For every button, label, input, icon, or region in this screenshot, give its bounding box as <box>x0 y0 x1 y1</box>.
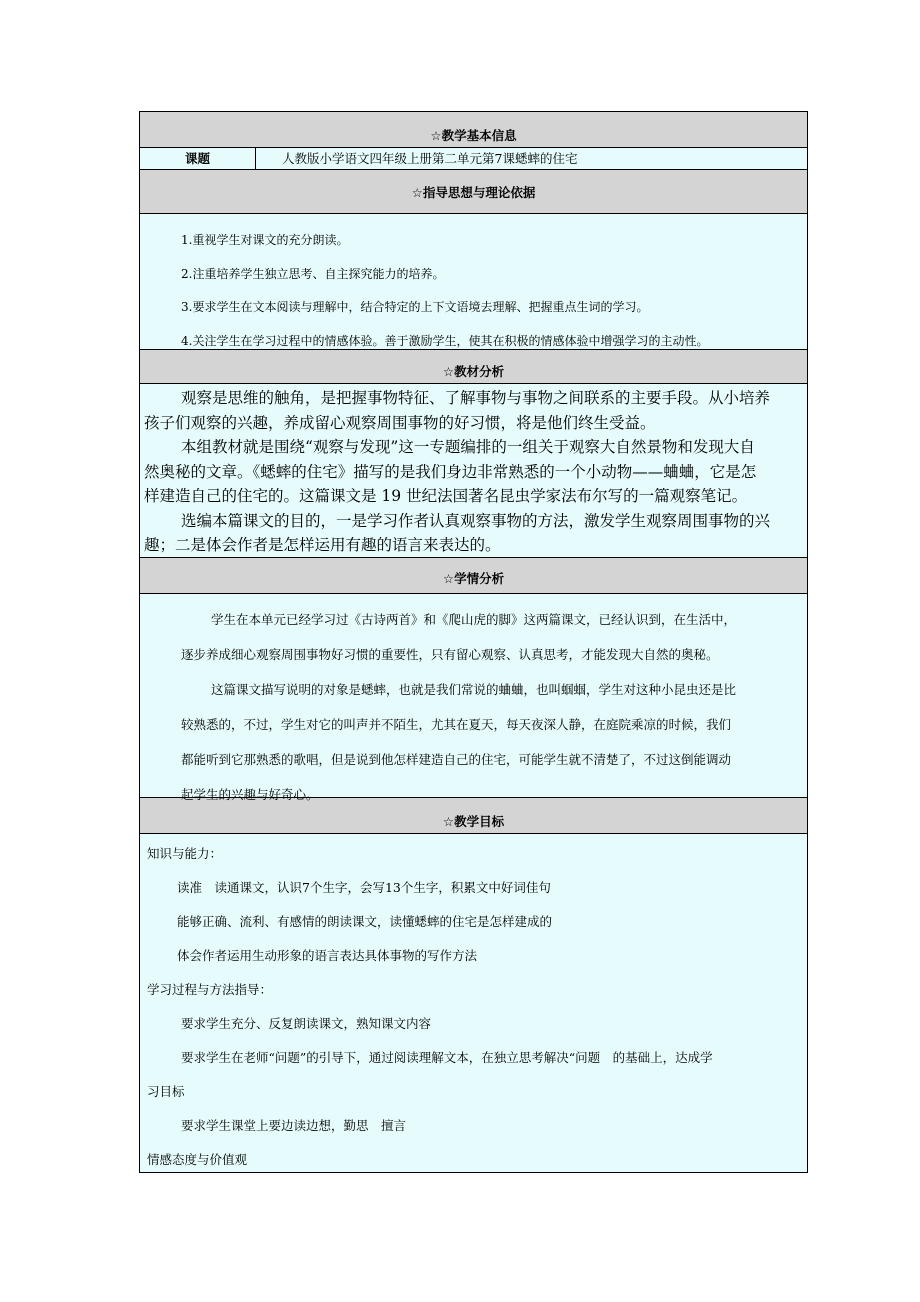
section-title: ☆教学基本信息 <box>430 128 517 143</box>
student-line: 学生在本单元已经学习过《古诗两首》和《爬山虎的脚》这两篇课文，已经认识到，在生活中， <box>211 612 737 627</box>
student-line: 这篇课文描写说明的对象是蟋蟀，也就是我们常说的蛐蛐，也叫蝈蝈，学生对这种小昆虫还是比 <box>211 682 737 697</box>
material-line: 趣；二是体会作者是怎样运用有趣的语言来表达的。 <box>144 536 501 554</box>
objective-line: 能够正确、流利、有感情的朗读课文，读懂蟋蟀的住宅是怎样建成的 <box>177 914 553 929</box>
student-line: 起学生的兴趣与好奇心。 <box>181 787 319 802</box>
material-line: 选编本篇课文的目的，一是学习作者认真观察事物的方法，激发学生观察周围事物的兴 <box>181 511 771 530</box>
objective-heading: 学习过程与方法指导： <box>147 982 273 997</box>
topic-row <box>140 148 807 170</box>
guiding-content <box>140 214 807 350</box>
objective-line: 习目标 <box>147 1084 185 1099</box>
section-header-guiding <box>140 170 807 214</box>
section-title: ☆指导思想与理论依据 <box>411 184 536 200</box>
guiding-item: 1.重视学生对课文的充分朗读。 <box>181 233 349 247</box>
section-header-students <box>140 558 807 594</box>
material-line: 本组教材就是围绕“观察与发现”这一专题编排的一组关于观察大自然景物和发现大自 <box>181 438 755 456</box>
section-header-material <box>140 350 807 384</box>
student-line: 逐步养成细心观察周围事物好习惯的重要性，只有留心观察、认真思考，才能发现大自然的奥秘。 <box>181 647 719 662</box>
section-title: ☆教学目标 <box>442 814 505 829</box>
section-title: ☆教材分析 <box>442 364 505 379</box>
material-content <box>140 384 807 558</box>
objective-line: 要求学生在老师“问题”的引导下，通过阅读理解文本，在独立思考解决“问题 的基础上，达成学 <box>181 1050 713 1065</box>
student-line: 较熟悉的，不过，学生对它的叫声并不陌生，尤其在夏天，每天夜深人静，在庭院乘凉的时候，我们 <box>181 717 732 732</box>
guiding-item: 2.注重培养学生独立思考、自主探究能力的培养。 <box>181 266 445 281</box>
student-line: 都能听到它那熟悉的歌唱，但是说到他怎样建造自己的住宅，可能学生就不清楚了，不过这倒能调动 <box>181 752 732 767</box>
topic-value: 人教版小学语文四年级上册第二单元第7课蟋蟀的住宅 <box>282 151 578 166</box>
material-line: 样建造自己的住宅的。这篇课文是 19 世纪法国著名昆虫学家法布尔写的一篇观察笔记。 <box>144 487 748 505</box>
lesson-plan-table <box>139 111 808 1173</box>
material-line: 观察是思维的触角，是把握事物特征、了解事物与事物之间联系的主要手段。从小培养 <box>181 389 771 407</box>
objective-line: 读准 读通课文，认识7个生字，会写13个生字，积累文中好词佳句 <box>177 880 551 895</box>
section-header-basic-info <box>140 112 807 148</box>
guiding-item: 4.关注学生在学习过程中的情感体验。善于激励学生，使其在积极的情感体验中增强学习的主动性。 <box>181 333 709 348</box>
guiding-item: 3.要求学生在文本阅读与理解中，结合特定的上下文语境去理解、把握重点生词的学习。 <box>181 300 649 314</box>
objective-line: 要求学生充分、反复朗读课文，熟知课文内容 <box>181 1016 432 1031</box>
objectives-content <box>140 834 807 1172</box>
objective-line: 要求学生课堂上要边读边想，勤思 擅言 <box>181 1118 407 1133</box>
material-line: 孩子们观察的兴趣，养成留心观察周围事物的好习惯，将是他们终生受益。 <box>144 413 656 432</box>
topic-label: 课题 <box>140 148 256 169</box>
objective-heading: 知识与能力： <box>147 846 223 861</box>
objective-line: 体会作者运用生动形象的语言表达具体事物的写作方法 <box>177 948 478 963</box>
material-line: 然奥秘的文章。《蟋蟀的住宅》描写的是我们身边非常熟悉的一个小动物——蛐蛐，它是怎 <box>144 462 757 481</box>
students-content <box>140 594 807 802</box>
objective-heading: 情感态度与价值观 <box>147 1152 248 1167</box>
section-title: ☆学情分析 <box>442 571 505 586</box>
